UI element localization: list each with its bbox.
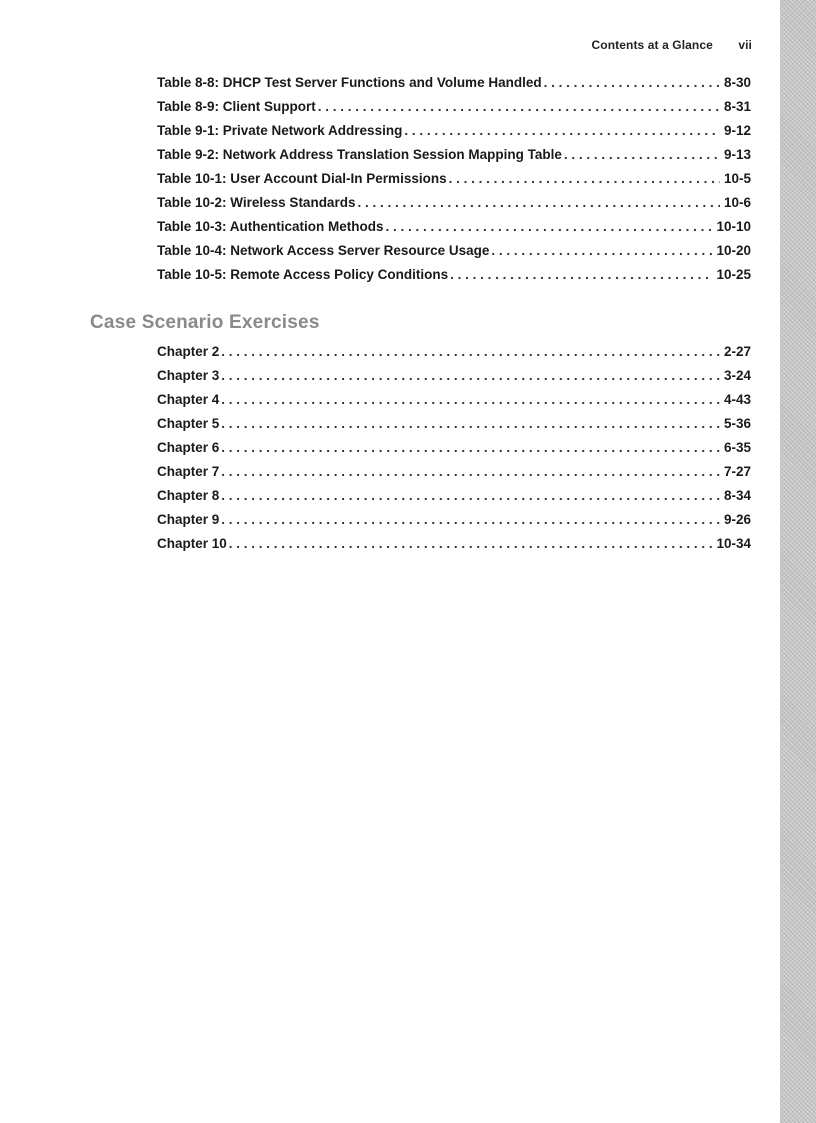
toc-entry-chapter-9[interactable] [157, 512, 751, 536]
dot-leader [404, 123, 720, 138]
toc-entry-label: Chapter 7 [157, 464, 220, 479]
toc-entry-page: 10-34 [716, 536, 751, 551]
toc-entry-label: Chapter 9 [157, 512, 220, 527]
toc-entry-table-9-1[interactable] [157, 123, 751, 147]
dot-leader [221, 416, 720, 431]
toc-entry-label: Table 10-4: Network Access Server Resource Usage [157, 243, 490, 258]
running-header [592, 38, 752, 52]
toc-entry-label: Table 8-9: Client Support [157, 99, 316, 114]
toc-entry-page: 10-10 [716, 219, 751, 234]
toc-entry-label: Table 9-1: Private Network Addressing [157, 123, 403, 138]
running-header-page-number: vii [738, 38, 752, 52]
toc-entry-chapter-10[interactable] [157, 536, 751, 560]
dot-leader [357, 195, 720, 210]
dot-leader [544, 75, 720, 90]
toc-entry-table-10-2[interactable] [157, 195, 751, 219]
toc-entry-chapter-5[interactable] [157, 416, 751, 440]
toc-entry-label: Table 8-8: DHCP Test Server Functions and Volume Handled [157, 75, 542, 90]
dot-leader [491, 243, 712, 258]
toc-entry-table-8-9[interactable] [157, 99, 751, 123]
dot-leader [221, 488, 720, 503]
page-edge-thumb-tab [780, 0, 816, 1123]
toc-entry-page: 7-27 [723, 464, 751, 479]
toc-entry-page: 10-20 [716, 243, 751, 258]
toc-entry-table-9-2[interactable] [157, 147, 751, 171]
toc-entry-label: Table 10-3: Authentication Methods [157, 219, 384, 234]
toc-entry-page: 10-6 [723, 195, 751, 210]
dot-leader [386, 219, 713, 234]
toc-entry-label: Chapter 3 [157, 368, 220, 383]
toc-entry-page: 8-31 [723, 99, 751, 114]
toc-entry-table-10-3[interactable] [157, 219, 751, 243]
running-header-title: Contents at a Glance [591, 38, 713, 52]
toc-entry-label: Table 9-2: Network Address Translation Session Mapping Table [157, 147, 562, 162]
toc-entry-page: 8-30 [723, 75, 751, 90]
toc-entry-page: 2-27 [723, 344, 751, 359]
toc-entry-page: 9-12 [723, 123, 751, 138]
toc-entry-label: Chapter 2 [157, 344, 220, 359]
toc-entry-chapter-3[interactable] [157, 368, 751, 392]
case-scenario-heading: Case Scenario Exercises [90, 312, 320, 333]
toc-entry-table-10-1[interactable] [157, 171, 751, 195]
toc-entry-label: Table 10-5: Remote Access Policy Conditions [157, 267, 449, 282]
toc-entry-page: 10-25 [716, 267, 751, 282]
dot-leader [449, 171, 720, 186]
toc-entry-label: Chapter 10 [157, 536, 227, 551]
dot-leader [221, 512, 720, 527]
toc-entry-table-10-4[interactable] [157, 243, 751, 267]
dot-leader [221, 368, 720, 383]
dot-leader [564, 147, 720, 162]
toc-entry-chapter-6[interactable] [157, 440, 751, 464]
toc-entry-label: Chapter 5 [157, 416, 220, 431]
toc-entry-page: 9-13 [723, 147, 751, 162]
dot-leader [221, 440, 720, 455]
tables-list [157, 75, 751, 291]
toc-entry-page: 4-43 [723, 392, 751, 407]
toc-entry-table-8-8[interactable] [157, 75, 751, 99]
toc-entry-chapter-4[interactable] [157, 392, 751, 416]
toc-entry-chapter-2[interactable] [157, 344, 751, 368]
toc-entry-page: 8-34 [723, 488, 751, 503]
dot-leader [221, 392, 720, 407]
dot-leader [450, 267, 712, 282]
toc-entry-page: 3-24 [723, 368, 751, 383]
toc-entry-chapter-7[interactable] [157, 464, 751, 488]
dot-leader [318, 99, 720, 114]
toc-entry-page: 9-26 [723, 512, 751, 527]
toc-entry-page: 5-36 [723, 416, 751, 431]
dot-leader [221, 464, 720, 479]
case-scenario-list [157, 344, 751, 560]
toc-entry-label: Table 10-2: Wireless Standards [157, 195, 356, 210]
dot-leader [221, 344, 720, 359]
dot-leader [229, 536, 713, 551]
toc-entry-table-10-5[interactable] [157, 267, 751, 291]
toc-entry-label: Chapter 6 [157, 440, 220, 455]
toc-entry-page: 10-5 [723, 171, 751, 186]
toc-entry-label: Chapter 4 [157, 392, 220, 407]
toc-entry-page: 6-35 [723, 440, 751, 455]
toc-entry-label: Table 10-1: User Account Dial-In Permissions [157, 171, 447, 186]
toc-entry-chapter-8[interactable] [157, 488, 751, 512]
toc-entry-label: Chapter 8 [157, 488, 220, 503]
